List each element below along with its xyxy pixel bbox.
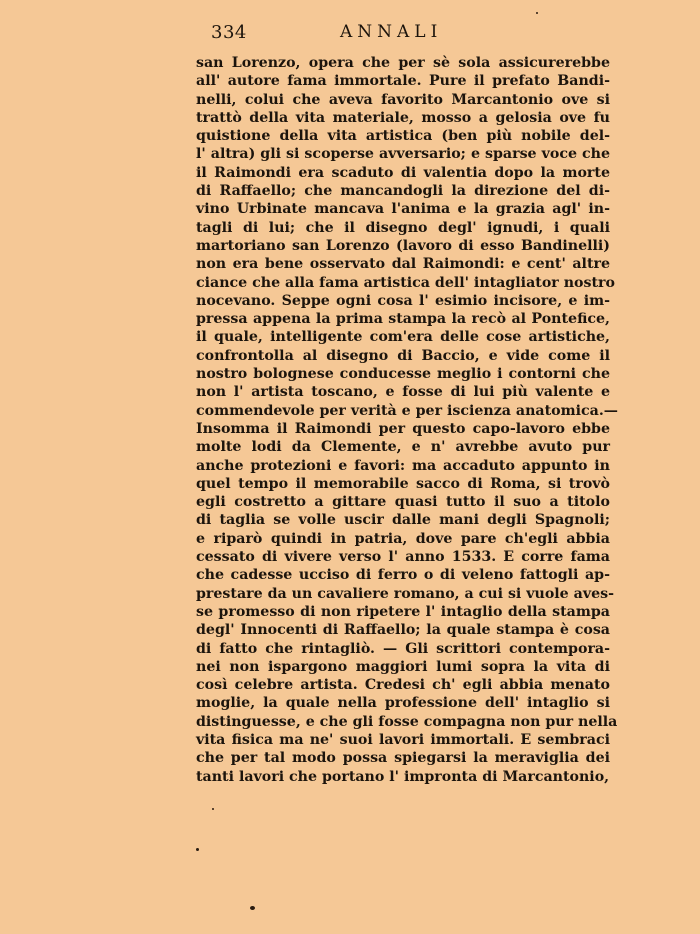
text-line: così celebre artista. Credesi ch' egli abbia menato <box>196 677 610 694</box>
ink-speck <box>250 906 255 910</box>
text-line: ciance che alla fama artistica dell' intagliator nostro <box>196 274 615 291</box>
text-line: prestare da un cavaliere romano, a cui si vuole aves- <box>196 585 614 602</box>
text-line: all' autore fama immortale. Pure il prefato Bandi- <box>196 73 610 90</box>
text-line: vita fisica ma ne' suoi lavori immortali. E sembraci <box>196 731 610 748</box>
ink-speck <box>196 848 199 851</box>
text-line: trattò della vita materiale, mosso a gelosia ove fu <box>196 109 610 126</box>
text-line: Insomma il Raimondi per questo capo-lavoro ebbe <box>196 420 610 437</box>
text-line: il Raimondi era scaduto di valentia dopo la morte <box>196 164 610 181</box>
text-line: moglie, la quale nella professione dell' intaglio si <box>196 695 610 712</box>
text-line: commendevole per verità e per iscienza anatomica.— <box>196 402 618 419</box>
text-line: quel tempo il memorabile sacco di Roma, si trovò <box>196 475 610 492</box>
text-line: cessato di vivere verso l' anno 1533. E corre fama <box>196 549 610 566</box>
text-line: non l' artista toscano, e fosse di lui più valente e <box>196 384 610 401</box>
page-number: 334 <box>211 22 247 43</box>
text-line: di taglia se volle uscir dalle mani degli Spagnoli; <box>196 512 610 529</box>
text-line: il quale, intelligente com'era delle cose artistiche, <box>196 329 610 346</box>
text-line: di Raffaello; che mancandogli la direzione del di- <box>196 183 610 200</box>
ink-speck <box>536 12 538 14</box>
text-line: martoriano san Lorenzo (lavoro di esso Bandinelli) <box>196 237 610 254</box>
text-line: san Lorenzo, opera che per sè sola assicurerebbe <box>196 55 610 71</box>
text-line: confrontolla al disegno di Baccio, e vide come il <box>196 347 610 364</box>
text-line: nostro bolognese conducesse meglio i contorni che <box>196 366 610 383</box>
text-line: e riparò quindi in patria, dove pare ch'egli abbia <box>196 530 610 547</box>
body-text <box>196 54 618 786</box>
text-line: se promesso di non ripetere l' intaglio della stampa <box>196 603 610 620</box>
text-line: di fatto che rintagliò. — Gli scrittori contempora- <box>196 640 610 657</box>
text-line: quistione della vita artistica (ben più nobile del- <box>196 128 610 145</box>
text-line: l' altra) gli si scoperse avversario; e sparse voce che <box>196 146 610 163</box>
text-line: degl' Innocenti di Raffaello; la quale stampa è cosa <box>196 622 610 639</box>
text-line: vino Urbinate mancava l'anima e la grazia agl' in- <box>196 201 610 218</box>
text-line: tagli di lui; che il disegno degl' ignudi, i quali <box>196 219 610 236</box>
text-line: distinguesse, e che gli fosse compagna non pur nella <box>196 713 618 730</box>
running-head: ANNALI <box>340 22 443 42</box>
text-line: molte lodi da Clemente, e n' avrebbe avuto pur <box>196 439 610 456</box>
text-line: nocevano. Seppe ogni cosa l' esimio incisore, e im- <box>196 292 610 309</box>
text-line: nelli, colui che aveva favorito Marcantonio ove si <box>196 91 610 108</box>
text-line: egli costretto a gittare quasi tutto il suo a titolo <box>196 494 610 511</box>
text-line: anche protezioni e favori: ma accaduto appunto in <box>196 457 610 474</box>
text-line: non era bene osservato dal Raimondi: e cent' altre <box>196 256 610 273</box>
text-line: pressa appena la prima stampa la recò al Pontefice, <box>196 311 610 328</box>
text-line: nei non ispargono maggiori lumi sopra la vita di <box>196 658 610 675</box>
text-line: che cadesse ucciso di ferro o di veleno fattogli ap- <box>196 567 610 584</box>
text-line: che per tal modo possa spiegarsi la meraviglia dei <box>196 750 610 767</box>
ink-speck <box>212 808 214 810</box>
text-line: tanti lavori che portano l' impronta di Marcantonio, <box>196 768 610 785</box>
